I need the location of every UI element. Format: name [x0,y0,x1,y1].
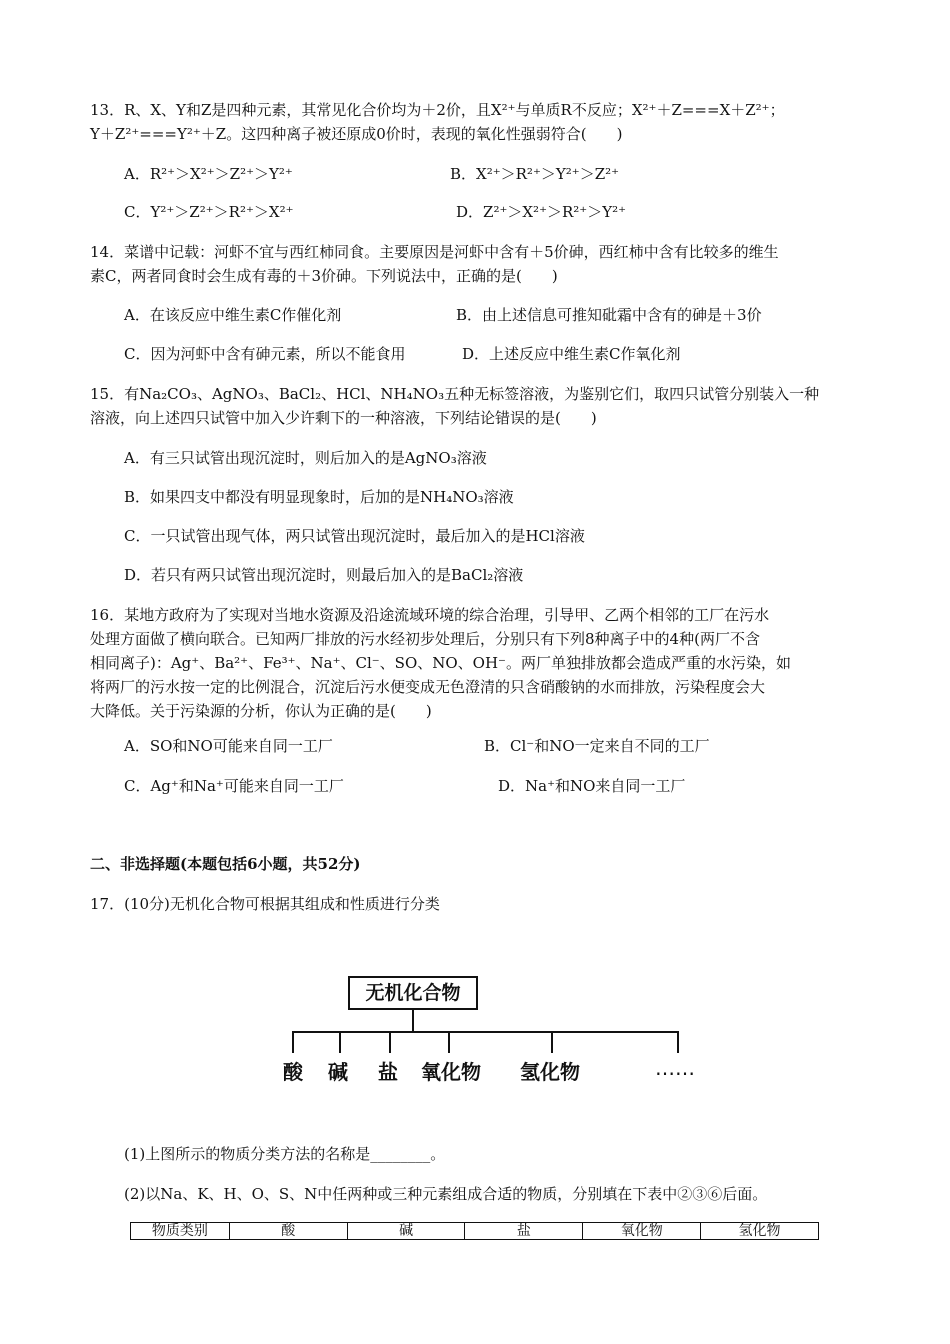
q14-option-a: A．在该反应中维生素C作催化剂 [124,306,342,324]
q15-option-b: B．如果四支中都没有明显现象时，后加的是NH₄NO₃溶液 [124,488,514,506]
q17-stem: 17．(10分)无机化合物可根据其组成和性质进行分类 [90,895,440,913]
diagram-branch-line [389,1031,391,1053]
q14-stem-line1: 14．菜谱中记载：河虾不宜与西红柿同食。主要原因是河虾中含有＋5价砷，西红柿中含有比较多的维生 [90,243,779,261]
diagram-branch-line [292,1031,294,1053]
q16-stem-line5: 大降低。关于污染源的分析，你认为正确的是( ) [90,702,432,720]
table-header-cell: 氧化物 [583,1223,701,1240]
q13-stem-line1: 13．R、X、Y和Z是四种元素，其常见化合价均为＋2价，且X²⁺与单质R不反应；X²⁺＋Z===X＋Z²⁺； [90,101,785,119]
q17-sub1: (1)上图所示的物质分类方法的名称是________。 [124,1145,446,1163]
q15-option-d: D．若只有两只试管出现沉淀时，则最后加入的是BaCl₂溶液 [124,566,524,584]
table-header-cell: 氢化物 [701,1223,819,1240]
diagram-branch-line [339,1031,341,1053]
q13-option-c: C．Y²⁺＞Z²⁺＞R²⁺＞X²⁺ [124,203,294,221]
diagram-bar-line [292,1031,678,1033]
q15-stem-line2: 溶液，向上述四只试管中加入少许剩下的一种溶液，下列结论错误的是( ) [90,409,597,427]
q13-option-d: D．Z²⁺＞X²⁺＞R²⁺＞Y²⁺ [456,203,627,221]
diagram-node-acid: 酸 [283,1060,303,1084]
q15-option-c: C．一只试管出现气体，两只试管出现沉淀时，最后加入的是HCl溶液 [124,527,585,545]
diagram-branch-line [448,1031,450,1053]
diagram-node-base: 碱 [328,1060,348,1084]
diagram-stem-line [412,1010,414,1032]
diagram-branch-line [551,1031,553,1053]
q14-option-c: C．因为河虾中含有砷元素，所以不能食用 [124,345,406,363]
table-header-cell: 碱 [347,1223,465,1240]
q14-option-b: B．由上述信息可推知砒霜中含有的砷是＋3价 [456,306,762,324]
table-header-cell: 物质类别 [131,1223,230,1240]
q13-option-b: B．X²⁺＞R²⁺＞Y²⁺＞Z²⁺ [450,165,620,183]
diagram-node-hydride: 氢化物 [520,1060,580,1084]
diagram-node-ellipsis: …… [655,1056,695,1080]
q16-stem-line4: 将两厂的污水按一定的比例混合，沉淀后污水便变成无色澄清的只含硝酸钠的水而排放，污染程度会大 [90,678,766,696]
q14-stem-line2: 素C，两者同食时会生成有毒的＋3价砷。下列说法中，正确的是( ) [90,267,558,285]
diagram-branch-line [677,1031,679,1053]
diagram-root-box: 无机化合物 [348,976,478,1010]
q16-option-a: A．SO和NO可能来自同一工厂 [124,737,333,755]
q16-stem-line3: 相同离子)：Ag⁺、Ba²⁺、Fe³⁺、Na⁺、Cl⁻、SO、NO、OH⁻。两厂单独排放都会造成严重的水污染，如 [90,654,791,672]
q16-option-d: D．Na⁺和NO来自同一工厂 [498,777,686,795]
q16-stem-line1: 16．某地方政府为了实现对当地水资源及沿途流域环境的综合治理，引导甲、乙两个相邻的工厂在污水 [90,606,770,624]
table-header-cell: 盐 [465,1223,583,1240]
table-header-cell: 酸 [229,1223,347,1240]
section-heading: 二、非选择题(本题包括6小题，共52分) [90,855,361,873]
q13-option-a: A．R²⁺＞X²⁺＞Z²⁺＞Y²⁺ [124,165,293,183]
q13-stem-line2: Y＋Z²⁺===Y²⁺＋Z。这四种离子被还原成0价时，表现的氧化性强弱符合( ) [90,125,623,143]
q15-option-a: A．有三只试管出现沉淀时，则后加入的是AgNO₃溶液 [124,449,487,467]
q15-stem-line1: 15．有Na₂CO₃、AgNO₃、BaCl₂、HCl、NH₄NO₃五种无标签溶液，为鉴别它们，取四只试管分别装入一种 [90,385,820,403]
table-row [131,1223,819,1240]
q16-stem-line2: 处理方面做了横向联合。已知两厂排放的污水经初步处理后，分别只有下列8种离子中的4种(两厂不含 [90,630,760,648]
diagram-node-oxide: 氧化物 [421,1060,481,1084]
q16-option-c: C．Ag⁺和Na⁺可能来自同一工厂 [124,777,344,795]
diagram-node-salt: 盐 [378,1060,398,1084]
classification-table [130,1222,819,1240]
q16-option-b: B．Cl⁻和NO一定来自不同的工厂 [484,737,710,755]
q17-sub2: (2)以Na、K、H、O、S、N中任两种或三种元素组成合适的物质，分别填在下表中②③⑥后面。 [124,1185,768,1203]
q14-option-d: D．上述反应中维生素C作氧化剂 [462,345,681,363]
